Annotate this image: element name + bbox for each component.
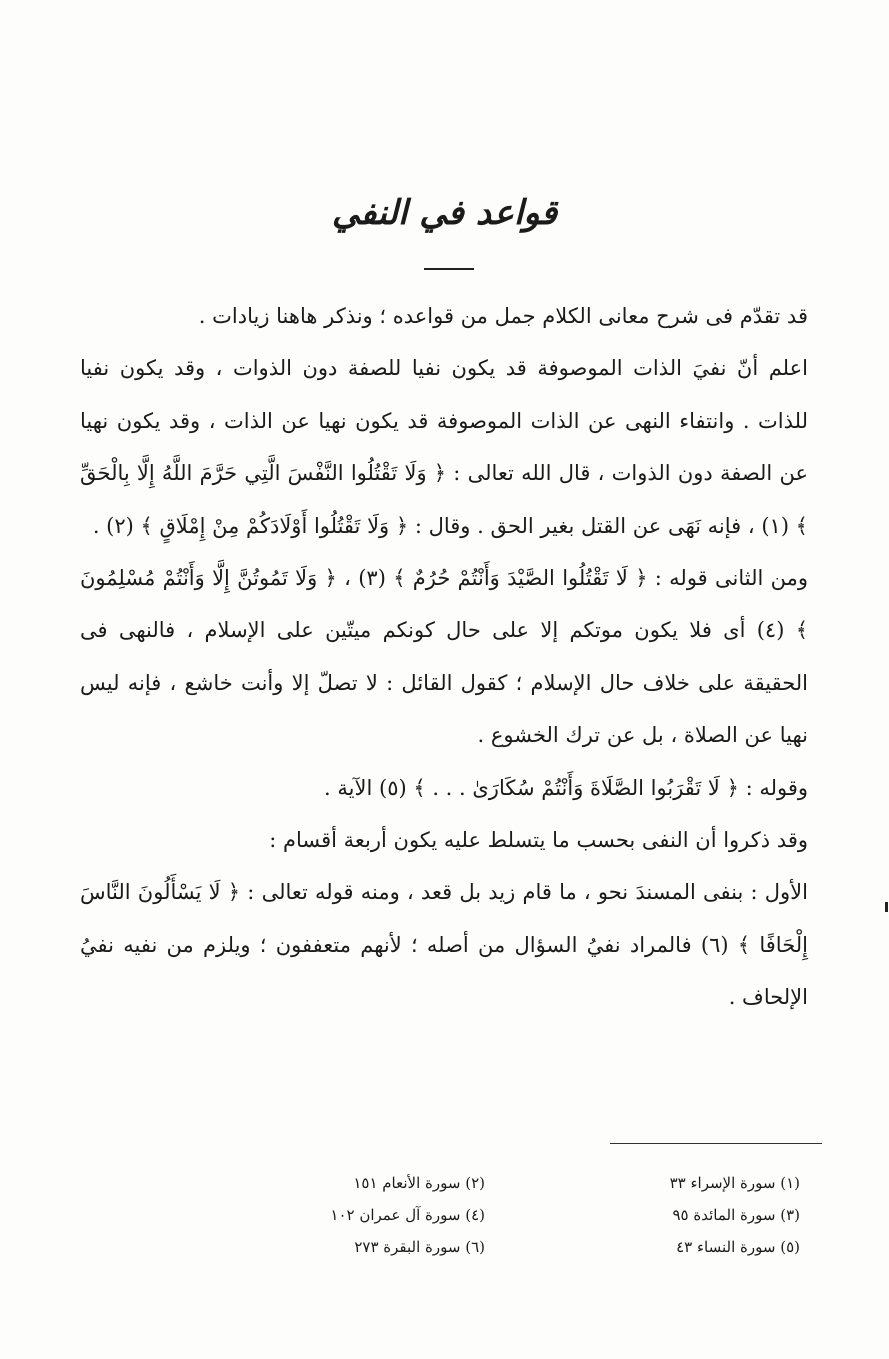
heading-divider xyxy=(424,268,474,270)
footnote: (٥) سورة النساء ٤٣ xyxy=(676,1238,800,1256)
scan-edge-mark xyxy=(885,902,888,912)
footnote: (٣) سورة المائدة ٩٥ xyxy=(672,1206,800,1224)
paragraph: ومن الثانى قوله : ﴿ لَا تَقْتُلُوا الصَّيْدَ وَأَنْتُمْ حُرُمٌ ﴾ (٣) ، ﴿ وَلَا تَمُوتُنَّ إِلَّا وَأَنْتُمْ مُسْلِمُونَ ﴾ (٤) أى فلا يكون موتكم إلا على حال كونكم ميتّين على الإسلام ، فالنهى فى الحقيقة على خلاف حال الإسلام ؛ كقول القائل : لا تصلّ إلا وأنت خاشع ، فإنه ليس نهيا عن الصلاة ، بل عن ترك الخشوع . xyxy=(80,566,808,748)
paragraph: وقد ذكروا أن النفى بحسب ما يتسلط عليه يكون أربعة أقسام : xyxy=(269,828,808,853)
paragraph: قد تقدّم فى شرح معانى الكلام جمل من قواعده ؛ ونذكر هاهنا زيادات . xyxy=(198,304,808,328)
footnote: (٢) سورة الأنعام ١٥١ xyxy=(353,1174,485,1192)
footnote-divider xyxy=(610,1143,822,1144)
body-text xyxy=(80,290,808,1024)
footnote: (٤) سورة آل عمران ١٠٢ xyxy=(330,1206,485,1224)
footnote: (١) سورة الإسراء ٣٣ xyxy=(669,1174,800,1192)
paragraph: الأول : بنفى المسندَ نحو ، ما قام زيد بل قعد ، ومنه قوله تعالى : ﴿ لَا يَسْأَلُونَ النَّاسَ إِلْحَافًا ﴾ (٦) فالمراد نفيُ السؤال من أصله ؛ لأنهم متعففون ؛ ويلزم من نفيه نفيُ الإلحاف . xyxy=(80,880,808,1010)
footnote: (٦) سورة البقرة ٢٧٣ xyxy=(354,1238,485,1256)
paragraph: اعلم أنّ نفيَ الذات الموصوفة قد يكون نفيا للصفة دون الذوات ، وقد يكون نفيا للذات . وانتفاء النهى عن الذات الموصوفة قد يكون نهيا عن الذات ، وقد يكون نهيا عن الصفة دون الذوات ، قال الله تعالى : ﴿ وَلَا تَقْتُلُوا النَّفْسَ الَّتِي حَرَّمَ اللَّهُ إِلَّا بِالْحَقِّ ﴾ (١) ، فإنه نَهَى عن القتل بغير الحق . وقال : ﴿ وَلَا تَقْتُلُوا أَوْلَادَكُمْ مِنْ إِمْلَاقٍ ﴾ (٢) . xyxy=(80,356,808,538)
section-heading: قواعد في النفي xyxy=(331,193,558,233)
paragraph: وقوله : ﴿ لَا تَقْرَبُوا الصَّلَاةَ وَأَنْتُمْ سُكَارَىٰ . . . ﴾ (٥) الآية . xyxy=(324,775,808,800)
footnotes xyxy=(170,1168,800,1262)
